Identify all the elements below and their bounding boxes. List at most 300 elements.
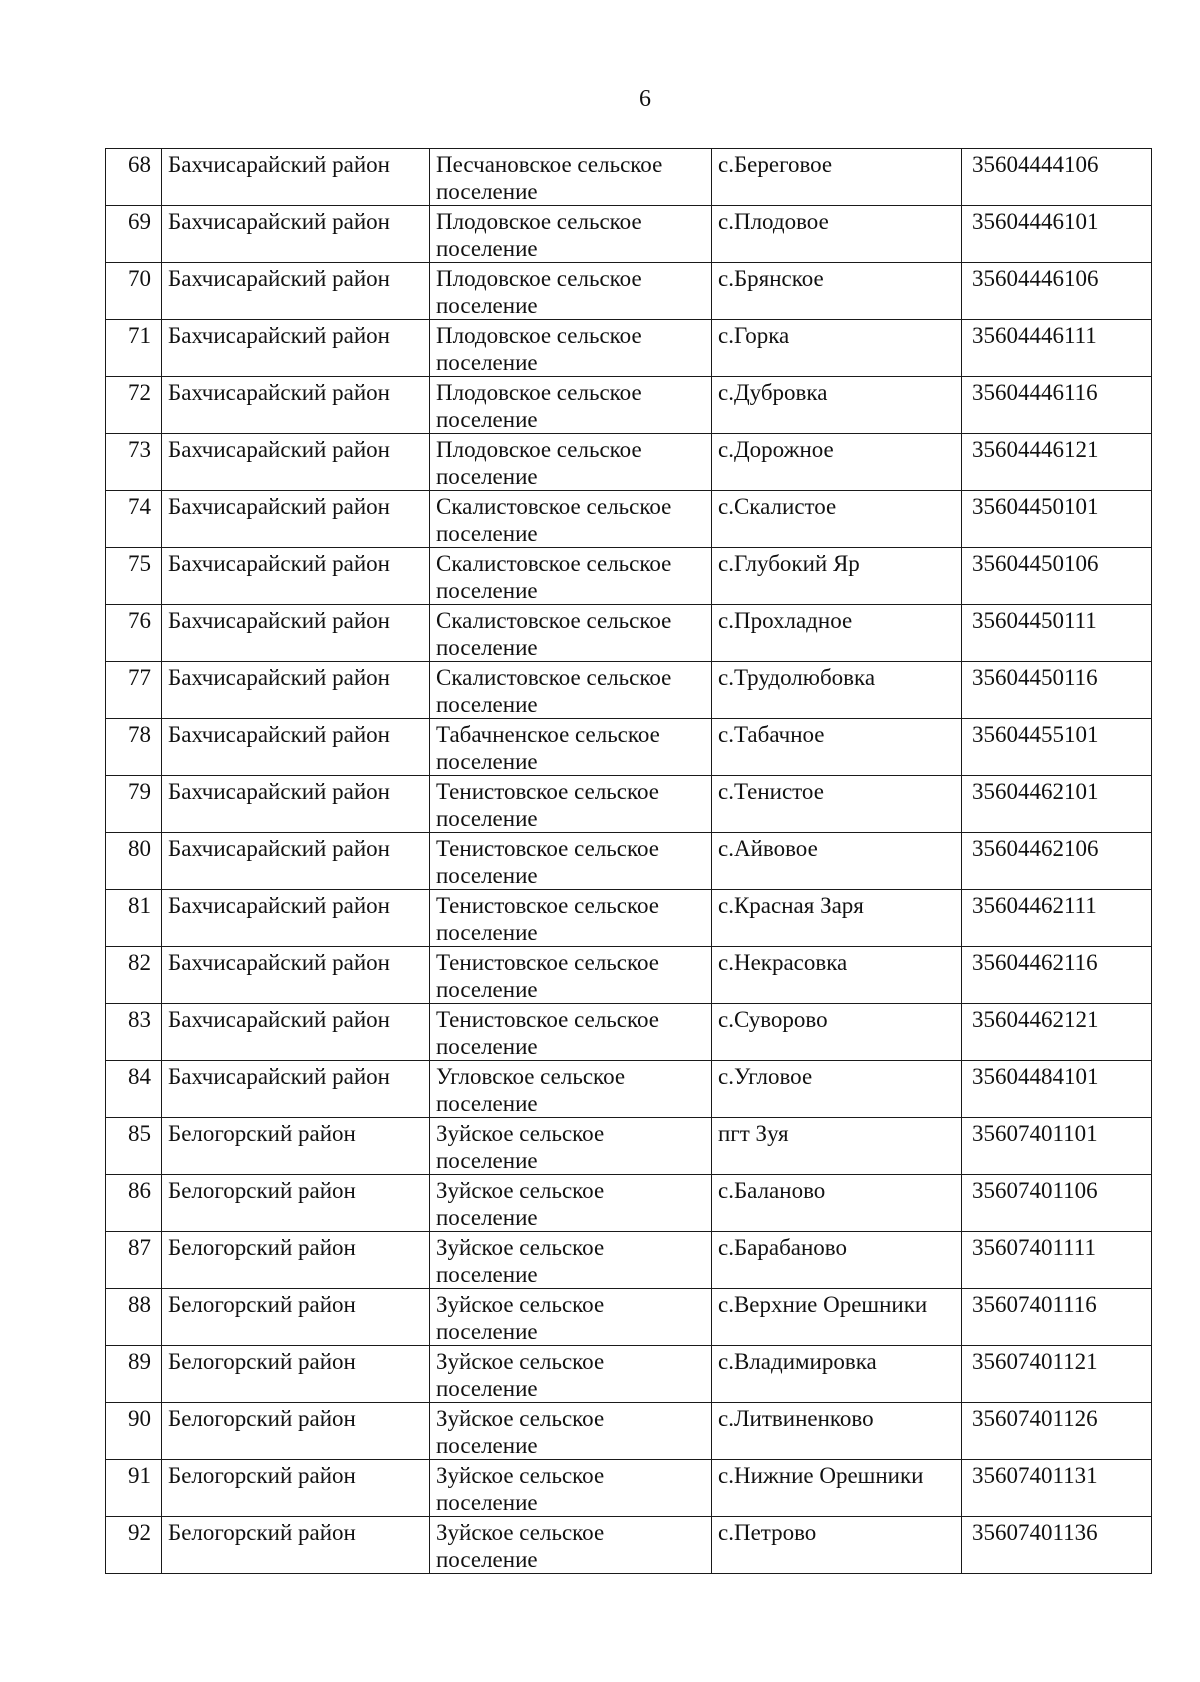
row-number-cell-text: 89 — [128, 1349, 151, 1374]
district-cell — [162, 206, 430, 263]
row-number-cell — [106, 1061, 162, 1118]
table-row — [106, 1232, 1152, 1289]
row-number-cell — [106, 662, 162, 719]
table-row — [106, 491, 1152, 548]
settlement-cell-text: поселение — [436, 236, 538, 261]
settlement-cell — [430, 377, 712, 434]
settlement-cell — [430, 263, 712, 320]
table-row — [106, 548, 1152, 605]
locality-cell — [712, 263, 962, 320]
row-number-cell — [106, 833, 162, 890]
settlement-cell-text: поселение — [436, 1319, 538, 1344]
locality-cell — [712, 1232, 962, 1289]
row-number-cell-text: 86 — [128, 1178, 151, 1203]
district-cell-text: Бахчисарайский район — [168, 950, 390, 975]
row-number-cell-text: 77 — [128, 665, 151, 690]
locality-cell-text: с.Верхние Орешники — [718, 1292, 928, 1317]
settlement-cell-text: поселение — [436, 1148, 538, 1173]
code-cell-text: 35604462111 — [972, 893, 1097, 918]
table-row — [106, 890, 1152, 947]
locality-cell — [712, 605, 962, 662]
settlement-cell-text: Тенистовское сельское — [436, 779, 660, 804]
code-cell — [962, 776, 1152, 833]
settlement-cell-text: поселение — [436, 1433, 538, 1458]
code-cell — [962, 833, 1152, 890]
locality-cell-text: с.Трудолюбовка — [718, 665, 876, 690]
settlement-cell — [430, 491, 712, 548]
locality-cell-text: с.Некрасовка — [718, 950, 848, 975]
code-cell-text: 35604450116 — [972, 665, 1098, 690]
code-cell-text: 35607401131 — [972, 1463, 1098, 1488]
locality-cell-text: с.Береговое — [718, 152, 833, 177]
district-cell-text: Бахчисарайский район — [168, 494, 390, 519]
code-cell-text: 35604455101 — [972, 722, 1099, 747]
settlement-cell — [430, 947, 712, 1004]
district-cell-text: Бахчисарайский район — [168, 665, 390, 690]
district-cell — [162, 1460, 430, 1517]
code-cell — [962, 548, 1152, 605]
locality-cell-text: с.Горка — [718, 323, 790, 348]
settlement-cell-text: поселение — [436, 1262, 538, 1287]
row-number-cell — [106, 1346, 162, 1403]
table-row — [106, 662, 1152, 719]
locality-cell — [712, 833, 962, 890]
district-cell-text: Бахчисарайский район — [168, 152, 390, 177]
row-number-cell-text: 85 — [128, 1121, 151, 1146]
settlement-cell — [430, 434, 712, 491]
district-cell-text: Бахчисарайский район — [168, 1064, 390, 1089]
row-number-cell — [106, 1517, 162, 1574]
locality-cell-text: с.Суворово — [718, 1007, 828, 1032]
row-number-cell-text: 72 — [128, 380, 151, 405]
code-cell-text: 35604462101 — [972, 779, 1099, 804]
code-cell-text: 35604446111 — [972, 323, 1097, 348]
row-number-cell — [106, 548, 162, 605]
code-cell — [962, 320, 1152, 377]
table-row — [106, 1517, 1152, 1574]
district-cell-text: Белогорский район — [168, 1406, 356, 1431]
locality-cell-text: с.Тенистое — [718, 779, 824, 804]
row-number-cell — [106, 320, 162, 377]
district-cell — [162, 320, 430, 377]
row-number-cell — [106, 1004, 162, 1061]
settlement-cell-text: Тенистовское сельское — [436, 1007, 660, 1032]
table-row — [106, 1118, 1152, 1175]
settlement-cell — [430, 1289, 712, 1346]
table-row — [106, 605, 1152, 662]
code-cell-text: 35604450111 — [972, 608, 1097, 633]
locality-cell — [712, 320, 962, 377]
settlement-cell-text: Тенистовское сельское — [436, 893, 660, 918]
district-cell-text: Бахчисарайский район — [168, 779, 390, 804]
table-row — [106, 1289, 1152, 1346]
settlement-cell-text: Плодовское сельское — [436, 437, 642, 462]
district-cell-text: Белогорский район — [168, 1235, 356, 1260]
row-number-cell — [106, 1403, 162, 1460]
district-cell — [162, 1004, 430, 1061]
settlement-cell — [430, 776, 712, 833]
district-cell — [162, 491, 430, 548]
settlement-cell-text: поселение — [436, 350, 538, 375]
settlement-cell — [430, 1517, 712, 1574]
code-cell — [962, 1175, 1152, 1232]
code-cell-text: 35607401106 — [972, 1178, 1098, 1203]
code-cell — [962, 1403, 1152, 1460]
locality-cell-text: с.Литвиненково — [718, 1406, 874, 1431]
code-cell — [962, 1118, 1152, 1175]
row-number-cell-text: 76 — [128, 608, 151, 633]
settlement-cell — [430, 833, 712, 890]
locality-cell-text: с.Красная Заря — [718, 893, 864, 918]
settlement-cell-text: Тенистовское сельское — [436, 950, 660, 975]
row-number-cell-text: 75 — [128, 551, 151, 576]
district-cell — [162, 434, 430, 491]
settlement-cell-text: поселение — [436, 578, 538, 603]
settlement-cell-text: Зуйское сельское — [436, 1406, 605, 1431]
settlement-cell-text: Песчановское сельское — [436, 152, 663, 177]
settlement-cell — [430, 1061, 712, 1118]
code-cell-text: 35604446121 — [972, 437, 1099, 462]
district-cell — [162, 1061, 430, 1118]
settlement-cell — [430, 1460, 712, 1517]
code-cell — [962, 890, 1152, 947]
settlement-cell — [430, 548, 712, 605]
row-number-cell-text: 90 — [128, 1406, 151, 1431]
district-cell-text: Белогорский район — [168, 1292, 356, 1317]
settlement-cell-text: поселение — [436, 293, 538, 318]
settlement-cell-text: поселение — [436, 806, 538, 831]
district-cell — [162, 263, 430, 320]
code-cell — [962, 1232, 1152, 1289]
row-number-cell-text: 83 — [128, 1007, 151, 1032]
table-row — [106, 1175, 1152, 1232]
code-cell-text: 35604462106 — [972, 836, 1099, 861]
row-number-cell-text: 88 — [128, 1292, 151, 1317]
code-cell — [962, 1004, 1152, 1061]
settlement-cell — [430, 1403, 712, 1460]
district-cell — [162, 1403, 430, 1460]
district-cell-text: Белогорский район — [168, 1520, 356, 1545]
settlement-cell — [430, 149, 712, 206]
settlement-cell — [430, 1175, 712, 1232]
district-cell-text: Бахчисарайский район — [168, 608, 390, 633]
district-cell-text: Бахчисарайский район — [168, 893, 390, 918]
district-cell — [162, 833, 430, 890]
row-number-cell — [106, 263, 162, 320]
locality-cell — [712, 1517, 962, 1574]
locality-cell — [712, 890, 962, 947]
code-cell — [962, 719, 1152, 776]
code-cell — [962, 263, 1152, 320]
code-cell-text: 35604450101 — [972, 494, 1099, 519]
settlement-cell-text: поселение — [436, 1205, 538, 1230]
locality-cell — [712, 377, 962, 434]
code-cell-text: 35607401116 — [972, 1292, 1097, 1317]
locality-cell — [712, 1118, 962, 1175]
settlement-cell-text: Зуйское сельское — [436, 1178, 605, 1203]
settlement-cell — [430, 1346, 712, 1403]
settlement-cell — [430, 1004, 712, 1061]
settlement-cell-text: Скалистовское сельское — [436, 608, 672, 633]
locality-cell-text: пгт Зуя — [718, 1121, 789, 1146]
row-number-cell-text: 73 — [128, 437, 151, 462]
settlement-cell-text: поселение — [436, 692, 538, 717]
locality-cell — [712, 149, 962, 206]
settlement-cell-text: Табачненское сельское — [436, 722, 660, 747]
locality-cell-text: с.Дубровка — [718, 380, 828, 405]
locality-cell-text: с.Брянское — [718, 266, 824, 291]
row-number-cell — [106, 1460, 162, 1517]
row-number-cell — [106, 1118, 162, 1175]
settlement-cell-text: Плодовское сельское — [436, 380, 642, 405]
settlement-cell-text: поселение — [436, 407, 538, 432]
district-cell — [162, 776, 430, 833]
settlement-cell-text: Зуйское сельское — [436, 1349, 605, 1374]
table-row — [106, 1004, 1152, 1061]
district-cell — [162, 149, 430, 206]
district-cell-text: Бахчисарайский район — [168, 380, 390, 405]
code-cell-text: 35604446101 — [972, 209, 1099, 234]
table-row — [106, 320, 1152, 377]
row-number-cell-text: 69 — [128, 209, 151, 234]
district-cell — [162, 719, 430, 776]
district-cell-text: Бахчисарайский район — [168, 437, 390, 462]
settlement-cell-text: поселение — [436, 1376, 538, 1401]
settlement-cell-text: поселение — [436, 1091, 538, 1116]
code-cell — [962, 1517, 1152, 1574]
settlement-cell-text: Скалистовское сельское — [436, 494, 672, 519]
table-row — [106, 434, 1152, 491]
locality-cell-text: с.Табачное — [718, 722, 825, 747]
table-row — [106, 1346, 1152, 1403]
district-cell — [162, 1175, 430, 1232]
settlement-cell-text: поселение — [436, 179, 538, 204]
table-row — [106, 719, 1152, 776]
locality-cell-text: с.Петрово — [718, 1520, 817, 1545]
row-number-cell — [106, 605, 162, 662]
code-cell-text: 35604446116 — [972, 380, 1098, 405]
district-cell-text: Бахчисарайский район — [168, 323, 390, 348]
code-cell-text: 35607401136 — [972, 1520, 1098, 1545]
locality-cell — [712, 1460, 962, 1517]
code-cell — [962, 1061, 1152, 1118]
row-number-cell-text: 70 — [128, 266, 151, 291]
settlement-cell — [430, 1232, 712, 1289]
district-cell — [162, 605, 430, 662]
district-cell-text: Бахчисарайский район — [168, 266, 390, 291]
district-cell-text: Бахчисарайский район — [168, 722, 390, 747]
locality-cell — [712, 1346, 962, 1403]
settlement-cell-text: поселение — [436, 920, 538, 945]
settlement-cell — [430, 662, 712, 719]
locality-cell — [712, 1403, 962, 1460]
row-number-cell-text: 84 — [128, 1064, 151, 1089]
row-number-cell — [106, 776, 162, 833]
locality-cell-text: с.Прохладное — [718, 608, 853, 633]
row-number-cell-text: 92 — [128, 1520, 151, 1545]
settlement-cell-text: Зуйское сельское — [436, 1463, 605, 1488]
settlement-cell-text: поселение — [436, 635, 538, 660]
locality-cell-text: с.Баланово — [718, 1178, 826, 1203]
code-cell — [962, 1289, 1152, 1346]
locality-cell-text: с.Глубокий Яр — [718, 551, 860, 576]
table-row — [106, 206, 1152, 263]
code-cell-text: 35607401121 — [972, 1349, 1098, 1374]
locality-cell-text: с.Нижние Орешники — [718, 1463, 924, 1488]
code-cell — [962, 605, 1152, 662]
row-number-cell-text: 78 — [128, 722, 151, 747]
district-cell — [162, 1517, 430, 1574]
settlement-cell-text: Плодовское сельское — [436, 209, 642, 234]
row-number-cell — [106, 947, 162, 1004]
locality-cell — [712, 548, 962, 605]
settlement-cell — [430, 206, 712, 263]
locality-cell — [712, 719, 962, 776]
settlement-cell-text: Плодовское сельское — [436, 266, 642, 291]
settlement-cell-text: Скалистовское сельское — [436, 551, 672, 576]
district-cell — [162, 890, 430, 947]
district-cell-text: Бахчисарайский район — [168, 1007, 390, 1032]
row-number-cell — [106, 890, 162, 947]
settlements-table — [105, 148, 1152, 1574]
code-cell — [962, 1346, 1152, 1403]
settlement-cell-text: поселение — [436, 863, 538, 888]
code-cell — [962, 491, 1152, 548]
code-cell — [962, 434, 1152, 491]
locality-cell — [712, 1004, 962, 1061]
settlement-cell-text: поселение — [436, 521, 538, 546]
code-cell-text: 35604462116 — [972, 950, 1098, 975]
settlement-cell-text: Плодовское сельское — [436, 323, 642, 348]
table-row — [106, 1403, 1152, 1460]
row-number-cell — [106, 1232, 162, 1289]
row-number-cell — [106, 1175, 162, 1232]
district-cell-text: Белогорский район — [168, 1121, 356, 1146]
district-cell-text: Белогорский район — [168, 1463, 356, 1488]
locality-cell — [712, 434, 962, 491]
district-cell — [162, 662, 430, 719]
row-number-cell — [106, 491, 162, 548]
row-number-cell — [106, 1289, 162, 1346]
locality-cell — [712, 776, 962, 833]
table-row — [106, 776, 1152, 833]
settlement-cell-text: Скалистовское сельское — [436, 665, 672, 690]
district-cell-text: Белогорский район — [168, 1178, 356, 1203]
code-cell-text: 35607401126 — [972, 1406, 1098, 1431]
locality-cell-text: с.Владимировка — [718, 1349, 877, 1374]
table-body — [106, 149, 1152, 1574]
code-cell-text: 35607401111 — [972, 1235, 1096, 1260]
district-cell — [162, 1232, 430, 1289]
settlement-cell — [430, 1118, 712, 1175]
locality-cell — [712, 1289, 962, 1346]
locality-cell-text: с.Барабаново — [718, 1235, 848, 1260]
district-cell — [162, 548, 430, 605]
locality-cell — [712, 662, 962, 719]
row-number-cell-text: 80 — [128, 836, 151, 861]
row-number-cell — [106, 434, 162, 491]
row-number-cell-text: 81 — [128, 893, 151, 918]
code-cell-text: 35604450106 — [972, 551, 1099, 576]
district-cell-text: Бахчисарайский район — [168, 836, 390, 861]
row-number-cell — [106, 377, 162, 434]
settlement-cell — [430, 719, 712, 776]
district-cell-text: Бахчисарайский район — [168, 551, 390, 576]
code-cell-text: 35604444106 — [972, 152, 1099, 177]
settlement-cell-text: Зуйское сельское — [436, 1235, 605, 1260]
row-number-cell-text: 68 — [128, 152, 151, 177]
row-number-cell-text: 74 — [128, 494, 151, 519]
code-cell-text: 35604484101 — [972, 1064, 1099, 1089]
table-row — [106, 263, 1152, 320]
locality-cell-text: с.Айвовое — [718, 836, 818, 861]
row-number-cell-text: 82 — [128, 950, 151, 975]
settlement-cell-text: Зуйское сельское — [436, 1121, 605, 1146]
code-cell — [962, 149, 1152, 206]
row-number-cell-text: 71 — [128, 323, 151, 348]
settlement-cell-text: поселение — [436, 464, 538, 489]
district-cell — [162, 947, 430, 1004]
table-row — [106, 1061, 1152, 1118]
code-cell-text: 35604446106 — [972, 266, 1099, 291]
district-cell-text: Бахчисарайский район — [168, 209, 390, 234]
row-number-cell — [106, 206, 162, 263]
settlement-cell-text: поселение — [436, 1547, 538, 1572]
settlement-cell-text: Зуйское сельское — [436, 1520, 605, 1545]
code-cell — [962, 377, 1152, 434]
code-cell-text: 35607401101 — [972, 1121, 1098, 1146]
table-row — [106, 377, 1152, 434]
settlement-cell — [430, 890, 712, 947]
locality-cell — [712, 1175, 962, 1232]
code-cell — [962, 206, 1152, 263]
table-row — [106, 833, 1152, 890]
locality-cell-text: с.Скалистое — [718, 494, 837, 519]
locality-cell — [712, 1061, 962, 1118]
locality-cell — [712, 947, 962, 1004]
settlement-cell — [430, 605, 712, 662]
row-number-cell-text: 91 — [128, 1463, 151, 1488]
table-row — [106, 1460, 1152, 1517]
row-number-cell-text: 87 — [128, 1235, 151, 1260]
locality-cell — [712, 491, 962, 548]
settlement-cell-text: поселение — [436, 1034, 538, 1059]
code-cell — [962, 662, 1152, 719]
locality-cell — [712, 206, 962, 263]
settlement-cell-text: поселение — [436, 749, 538, 774]
code-cell-text: 35604462121 — [972, 1007, 1099, 1032]
district-cell — [162, 1118, 430, 1175]
settlement-cell-text: поселение — [436, 1490, 538, 1515]
district-cell — [162, 377, 430, 434]
settlement-cell-text: Угловское сельское — [436, 1064, 626, 1089]
row-number-cell — [106, 719, 162, 776]
code-cell — [962, 947, 1152, 1004]
settlement-cell-text: поселение — [436, 977, 538, 1002]
district-cell — [162, 1289, 430, 1346]
row-number-cell — [106, 149, 162, 206]
locality-cell-text: с.Угловое — [718, 1064, 813, 1089]
locality-cell-text: с.Плодовое — [718, 209, 829, 234]
page-number: 6 — [639, 86, 651, 112]
table-row — [106, 149, 1152, 206]
code-cell — [962, 1460, 1152, 1517]
table-row — [106, 947, 1152, 1004]
settlement-cell — [430, 320, 712, 377]
settlement-cell-text: Тенистовское сельское — [436, 836, 660, 861]
settlement-cell-text: Зуйское сельское — [436, 1292, 605, 1317]
district-cell — [162, 1346, 430, 1403]
